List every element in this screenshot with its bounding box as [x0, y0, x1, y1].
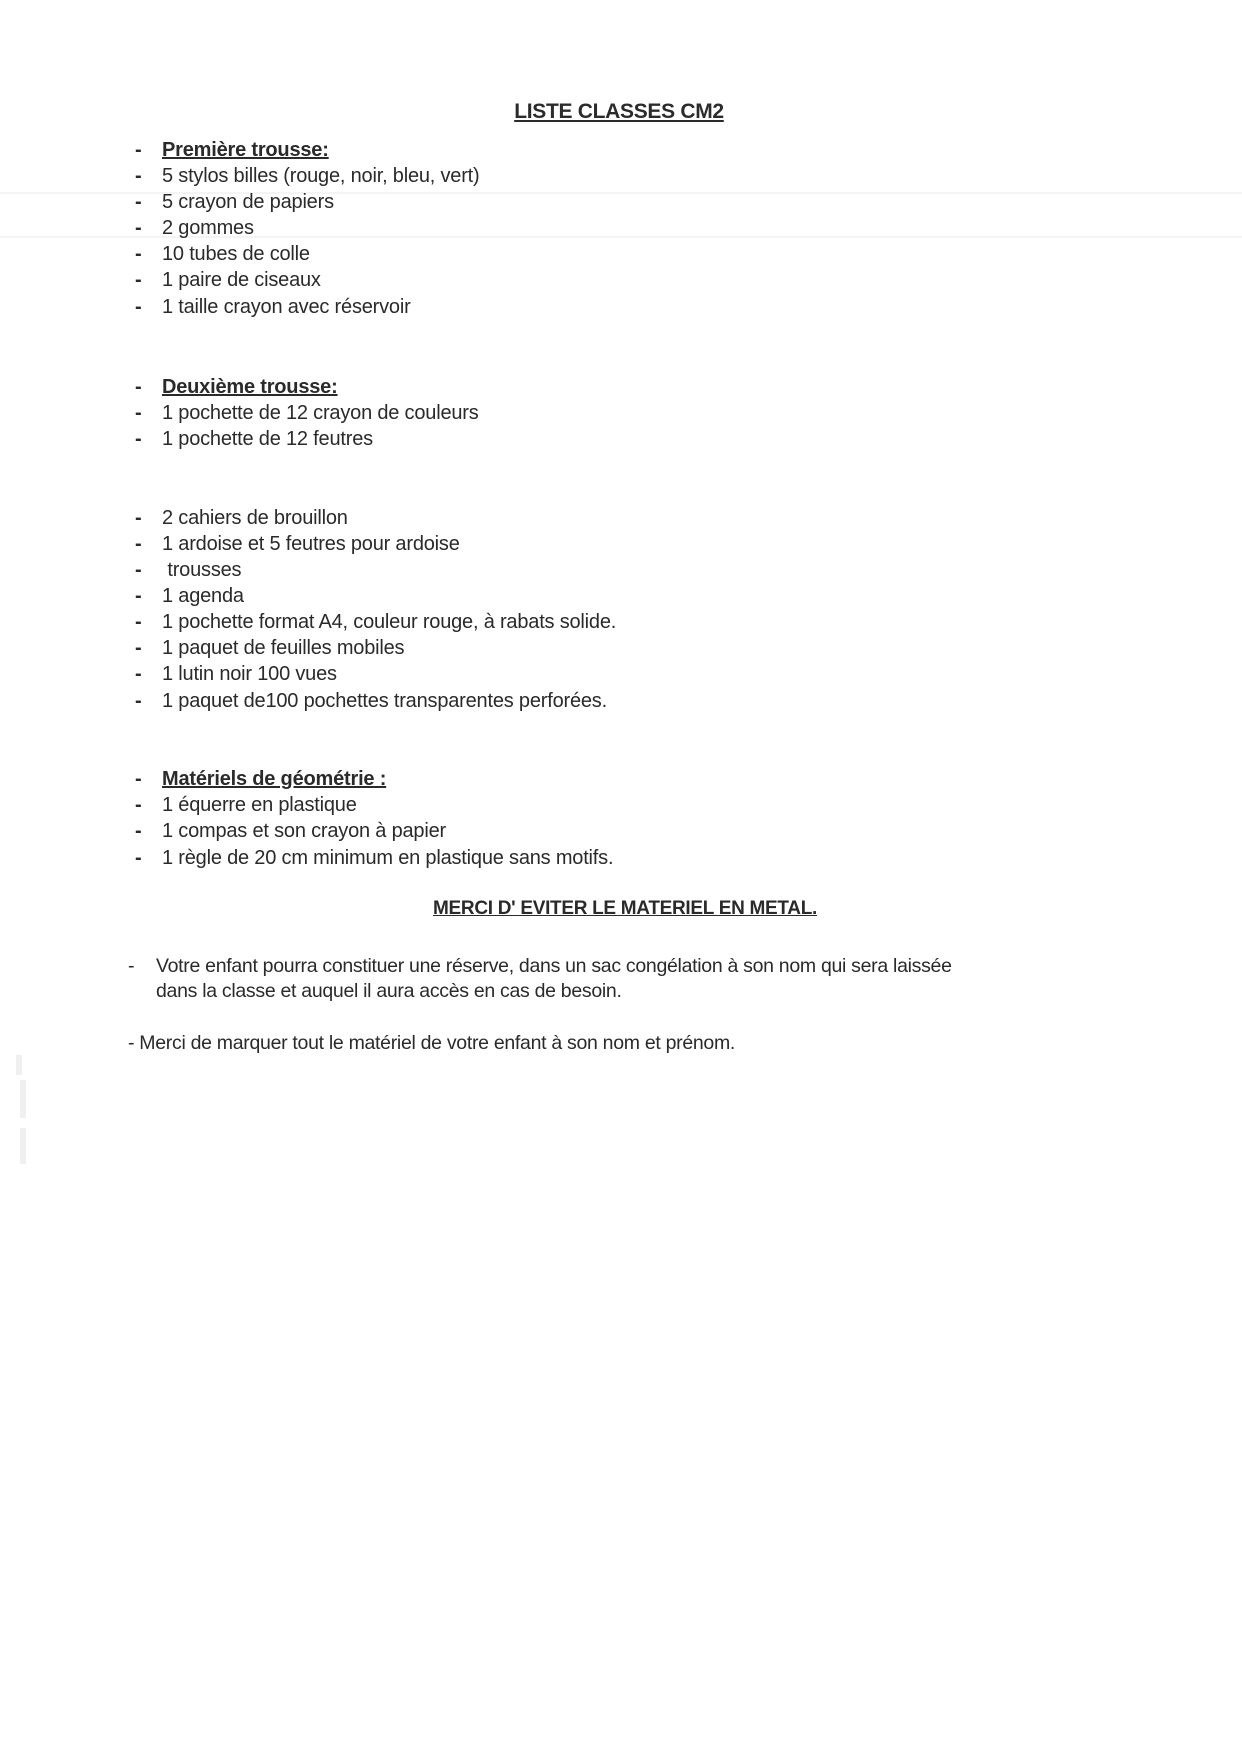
list-item-text: 1 ardoise et 5 feutres pour ardoise	[162, 533, 460, 555]
bullet-dash: -	[135, 376, 142, 398]
bullet-dash: -	[135, 165, 142, 187]
reserve-note-line-2: dans la classe et auquel il aura accès en cas de besoin.	[156, 980, 622, 1002]
list-item	[135, 531, 460, 557]
bullet-dash: -	[135, 663, 142, 685]
document-title-text: LISTE CLASSES CM2	[514, 100, 724, 123]
bullet-dash: -	[135, 243, 142, 265]
list-item-text: 5 stylos billes (rouge, noir, bleu, vert)	[162, 165, 480, 187]
list-item-text: 1 règle de 20 cm minimum en plastique sans motifs.	[162, 847, 614, 869]
list-item-text: 1 agenda	[162, 585, 244, 607]
list-item	[135, 557, 241, 583]
bullet-dash: -	[128, 955, 135, 977]
section-heading-geometrie	[135, 766, 386, 792]
list-item-text: 1 paquet de100 pochettes transparentes perforées.	[162, 690, 607, 712]
list-item-text: 1 équerre en plastique	[162, 794, 357, 816]
list-item-text: 1 paire de ciseaux	[162, 269, 321, 291]
list-item-text: 1 paquet de feuilles mobiles	[162, 637, 405, 659]
list-item-text: 10 tubes de colle	[162, 243, 310, 265]
section-heading-text: Deuxième trousse:	[162, 376, 338, 398]
list-item	[135, 215, 254, 241]
list-item	[135, 845, 613, 871]
bullet-dash: -	[135, 269, 142, 291]
list-item	[135, 163, 480, 189]
list-item	[135, 792, 357, 818]
bullet-dash: -	[135, 637, 142, 659]
metal-warning	[0, 898, 1242, 920]
bullet-dash: -	[135, 402, 142, 424]
bullet-dash: -	[135, 533, 142, 555]
list-item-text: 1 taille crayon avec réservoir	[162, 296, 411, 318]
list-item	[135, 609, 616, 635]
bullet-dash: -	[135, 559, 142, 581]
list-item	[135, 241, 310, 267]
bullet-dash: -	[135, 847, 142, 869]
bullet-dash: -	[135, 139, 142, 161]
list-item-text: 1 compas et son crayon à papier	[162, 820, 446, 842]
bullet-dash: -	[135, 507, 142, 529]
metal-warning-text: MERCI D' EVITER LE MATERIEL EN METAL.	[433, 898, 817, 919]
bullet-dash: -	[135, 217, 142, 239]
list-item	[135, 294, 411, 320]
list-item-text: 5 crayon de papiers	[162, 191, 334, 213]
document-title	[0, 100, 1242, 124]
list-item-text: 1 pochette de 12 feutres	[162, 428, 373, 450]
reserve-note-line-1: Votre enfant pourra constituer une réserve, dans un sac congélation à son nom qui sera laissée	[156, 955, 952, 977]
bullet-dash: -	[135, 820, 142, 842]
scan-edge-mark	[16, 1055, 22, 1075]
list-item-text: 2 cahiers de brouillon	[162, 507, 348, 529]
bullet-dash: -	[135, 428, 142, 450]
list-item-text: trousses	[162, 559, 242, 581]
section-heading-text: Première trousse:	[162, 139, 329, 161]
bullet-dash: -	[135, 794, 142, 816]
bullet-dash: -	[135, 768, 142, 790]
bullet-dash: -	[135, 191, 142, 213]
list-item	[135, 661, 337, 687]
bullet-dash: -	[135, 611, 142, 633]
section-heading-premiere-trousse	[135, 137, 329, 163]
marking-note: - Merci de marquer tout le matériel de votre enfant à son nom et prénom.	[128, 1032, 736, 1054]
list-item	[135, 635, 404, 661]
section-heading-deuxieme-trousse	[135, 374, 338, 400]
list-item	[135, 267, 321, 293]
list-item	[135, 688, 607, 714]
section-heading-text: Matériels de géométrie :	[162, 768, 387, 790]
scan-edge-mark	[20, 1128, 26, 1164]
list-item	[135, 426, 373, 452]
list-item-text: 1 pochette de 12 crayon de couleurs	[162, 402, 479, 424]
list-item	[135, 818, 446, 844]
list-item	[135, 583, 244, 609]
reserve-note	[156, 954, 1106, 1004]
bullet-dash: -	[135, 585, 142, 607]
bullet-dash: -	[135, 690, 142, 712]
bullet-dash: -	[135, 296, 142, 318]
reserve-note-bullet	[128, 954, 134, 979]
scan-edge-mark	[20, 1080, 26, 1118]
list-item	[135, 400, 479, 426]
list-item-text: 2 gommes	[162, 217, 254, 239]
list-item-text: 1 lutin noir 100 vues	[162, 663, 337, 685]
list-item	[135, 189, 334, 215]
list-item-text: 1 pochette format A4, couleur rouge, à rabats solide.	[162, 611, 617, 633]
list-item	[135, 505, 348, 531]
